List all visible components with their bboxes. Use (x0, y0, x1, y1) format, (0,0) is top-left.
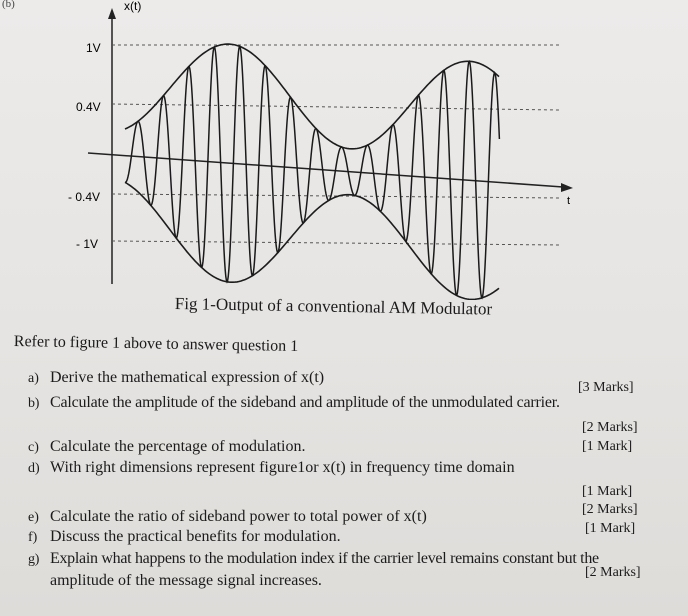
marks-d: [1 Mark] (582, 484, 633, 499)
question-text: Explain what happens to the modulation index if the carrier level remains constant but the (50, 550, 599, 567)
question-text: amplitude of the message signal increases. (50, 572, 322, 589)
question-a (28, 369, 324, 387)
question-text: Discuss the practical benefits for modulation. (50, 528, 341, 545)
question-d (28, 459, 515, 477)
modulated-carrier (125, 46, 499, 298)
y-axis-label: x(t) (124, 0, 142, 13)
marks-b: [2 Marks] (582, 420, 638, 435)
question-f (28, 528, 341, 546)
question-c (28, 438, 305, 456)
x-axis-label: t (567, 195, 571, 207)
question-g-continued (28, 572, 322, 590)
level-04v-line (112, 104, 560, 110)
question-e (28, 508, 427, 526)
marks-f: [1 Mark] (585, 521, 636, 536)
y-axis-arrow-icon (108, 8, 116, 19)
question-g (28, 550, 599, 568)
marks-g: [2 Marks] (585, 565, 641, 580)
marks-e: [2 Marks] (582, 502, 638, 517)
question-label: g) (28, 552, 40, 567)
lower-envelope (125, 182, 499, 299)
question-text: Derive the mathematical expression of x(t) (50, 369, 325, 386)
intro-text: Refer to figure 1 above to answer question 1 (13, 333, 299, 355)
level-label-neg-1v: - 1V (76, 237, 99, 251)
question-text: Calculate the ratio of sideband power to total power of x(t) (50, 508, 427, 525)
question-label: f) (28, 530, 38, 545)
level-label-04v: 0.4V (76, 100, 101, 114)
corner-fragment: (b) (2, 0, 15, 10)
level-label-1v: 1V (86, 41, 101, 55)
question-b (28, 394, 560, 412)
time-axis-arrow-icon (561, 183, 573, 192)
question-label: c) (28, 440, 39, 455)
question-label: e) (28, 510, 39, 525)
figure-caption: Fig 1-Output of a conventional AM Modulator (174, 294, 493, 319)
time-axis (88, 153, 563, 187)
question-label: d) (28, 461, 40, 476)
upper-envelope (125, 44, 499, 149)
question-text: Calculate the amplitude of the sideband and amplitude of the unmodulated carrier. (50, 394, 560, 411)
marks-a: [3 Marks] (578, 380, 634, 395)
am-waveform-figure (0, 0, 688, 300)
level-label-neg-04v: - 0.4V (68, 190, 101, 204)
question-text: With right dimensions represent figure1or x(t) in frequency time domain (50, 459, 515, 476)
question-label: b) (28, 396, 40, 411)
question-label: a) (28, 371, 39, 386)
question-text: Calculate the percentage of modulation. (50, 438, 306, 455)
marks-c: [1 Mark] (582, 439, 633, 454)
